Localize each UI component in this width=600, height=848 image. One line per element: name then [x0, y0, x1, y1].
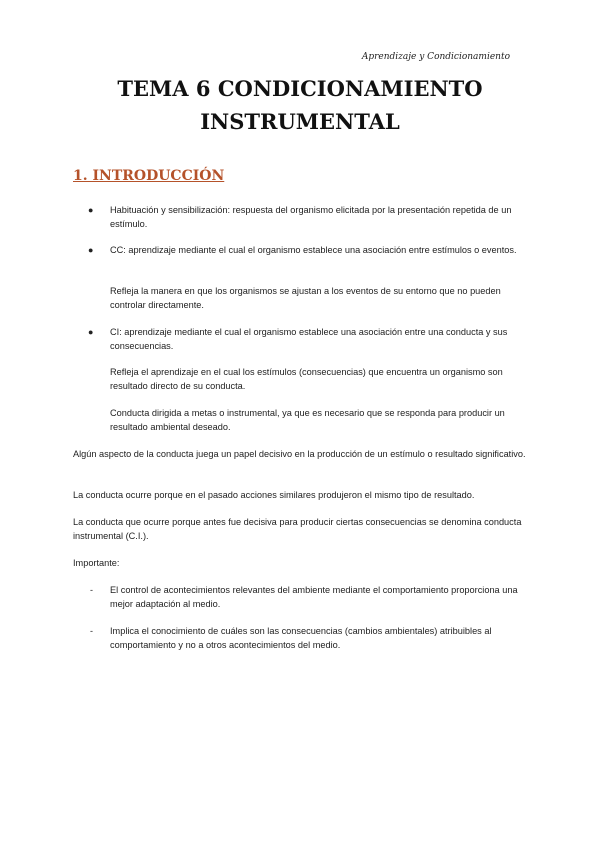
bullet-marker: ● — [88, 245, 94, 255]
bullet-subparagraph: Refleja el aprendizaje en el cual los estímulos (consecuencias) que encuentra un organismo son resultado directo de su conducta. — [110, 367, 503, 391]
paragraph: La conducta que ocurre porque antes fue decisiva para producir ciertas consecuencias se denomina conducta instrumental (C.I.). — [73, 517, 522, 541]
section-heading: 1. INTRODUCCIÓN — [73, 168, 225, 184]
important-item: Implica el conocimiento de cuáles son las consecuencias (cambios ambientales) atribuibles al comportamiento y no a otros acontecimientos del medio. — [110, 626, 492, 650]
running-header: Aprendizaje y Condicionamiento — [361, 52, 510, 62]
bullet-item: CC: aprendizaje mediante el cual el organismo establece una asociación entre estímulos o eventos. — [110, 245, 517, 255]
dash-marker: - — [90, 626, 93, 636]
important-item: El control de acontecimientos relevantes del ambiente mediante el comportamiento proporciona una mejor adaptación al medio. — [110, 585, 518, 609]
paragraph: La conducta ocurre porque en el pasado acciones similares produjeron el mismo tipo de resultado. — [73, 490, 475, 500]
bullet-item: Habituación y sensibilización: respuesta del organismo elicitada por la presentación repetida de un estímulo. — [110, 205, 512, 229]
paragraph: Algún aspecto de la conducta juega un papel decisivo en la producción de un estímulo o resultado significativo. — [73, 449, 526, 459]
bullet-subparagraph: Conducta dirigida a metas o instrumental, ya que es necesario que se responda para producir un resultado ambiental deseado. — [110, 408, 505, 432]
bullet-item: CI: aprendizaje mediante el cual el organismo establece una asociación entre una conducta y sus consecuencias. — [110, 327, 508, 351]
page-title — [0, 72, 600, 138]
important-label: Importante: — [73, 558, 120, 568]
title-line-1: TEMA 6 CONDICIONAMIENTO — [117, 76, 483, 101]
bullet-marker: ● — [88, 205, 94, 215]
bullet-subparagraph: Refleja la manera en que los organismos se ajustan a los eventos de su entorno que no pueden controlar directamente. — [110, 286, 501, 310]
title-line-2: INSTRUMENTAL — [200, 109, 400, 134]
bullet-marker: ● — [88, 327, 94, 337]
dash-marker: - — [90, 585, 93, 595]
